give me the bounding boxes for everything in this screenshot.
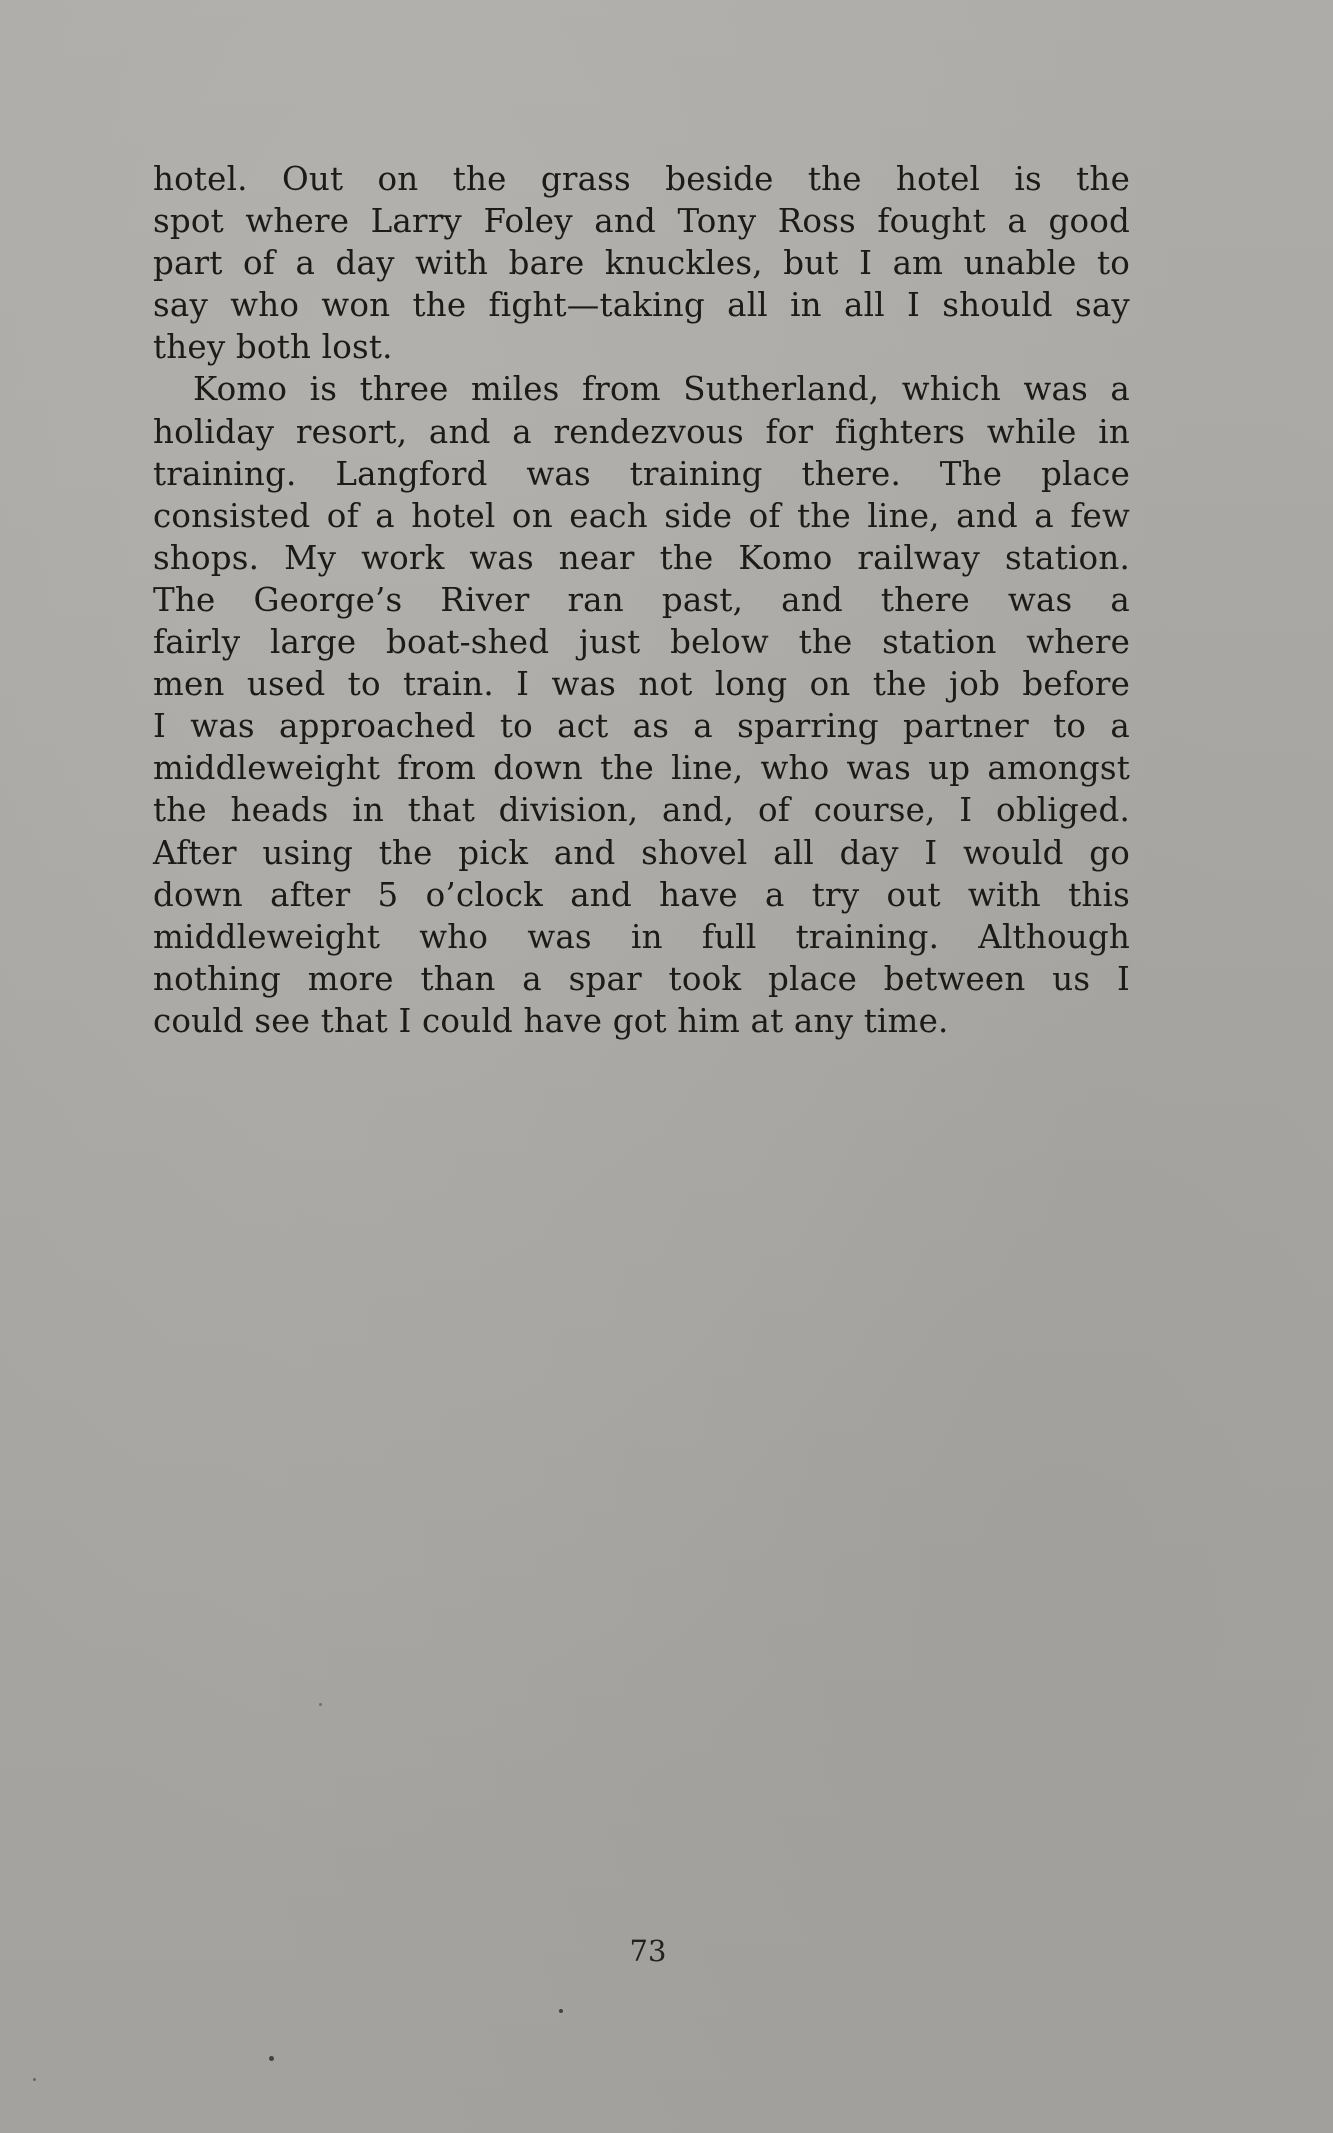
page-number: 73: [629, 1934, 667, 1968]
text-line: say who won the fight—taking all in all I should say: [153, 286, 1130, 325]
text-line: I was approached to act as a sparring partner to a: [153, 707, 1130, 746]
text-line: nothing more than a spar took place between us I: [153, 959, 1130, 998]
text-line: Komo is three miles from Sutherland, which was a: [193, 370, 1130, 409]
text-line: men used to train. I was not long on the job before: [153, 665, 1130, 704]
text-line: they both lost.: [153, 328, 393, 367]
paper-speck: [269, 2056, 274, 2061]
text-line: fairly large boat-shed just below the station where: [153, 623, 1130, 662]
paper-speck: [319, 1703, 322, 1706]
paper-speck: [33, 2078, 36, 2081]
text-line: down after 5 o’clock and have a try out with this: [153, 875, 1130, 914]
paper-speck: [559, 2009, 563, 2013]
text-line: middleweight who was in full training. Although: [153, 917, 1130, 956]
text-line: middleweight from down the line, who was up amongst: [153, 749, 1130, 788]
text-line: The George’s River ran past, and there was a: [153, 580, 1130, 619]
text-line: holiday resort, and a rendezvous for fighters while in: [153, 412, 1130, 451]
body-text: [153, 158, 1130, 1042]
text-line: hotel. Out on the grass beside the hotel is the: [153, 160, 1130, 198]
text-line: training. Langford was training there. The place: [153, 454, 1130, 493]
text-line: part of a day with bare knuckles, but I am unable to: [153, 244, 1130, 283]
text-line: could see that I could have got him at any time.: [153, 1001, 949, 1040]
text-line: the heads in that division, and, of course, I obliged.: [153, 791, 1130, 830]
text-line: consisted of a hotel on each side of the line, and a few: [153, 496, 1130, 535]
text-line: After using the pick and shovel all day I would go: [153, 833, 1130, 872]
text-line: shops. My work was near the Komo railway station.: [153, 538, 1130, 577]
text-line: spot where Larry Foley and Tony Ross fought a good: [153, 202, 1130, 241]
